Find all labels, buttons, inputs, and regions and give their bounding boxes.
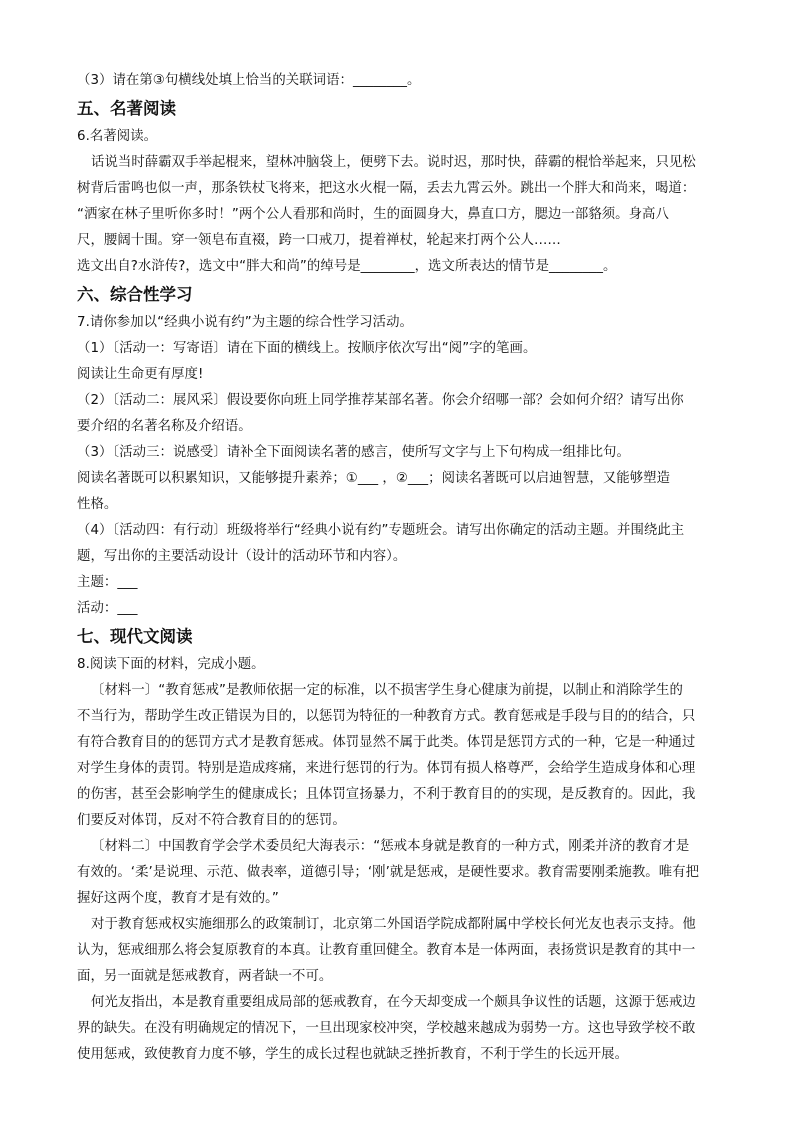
text-line: 握好这两个度，教育才是有效的。” [77, 891, 279, 906]
text-line: （3）〔活动三：说感受〕请补全下面阅读名著的感言，使所写文字与上下句构成一组排比句。 [77, 445, 630, 460]
text-line: 阅读让生命更有厚度! [77, 367, 204, 382]
text-line: 认为，惩戒细那么将会复原教育的本真。让教育重回健全。教育本是一体两面，表扬赏识是教育的其中一 [77, 943, 696, 958]
text-line: 话说当时薛霸双手举起棍来，望林冲脑袋上，便劈下去。说时迟，那时快，薛霸的棍恰举起来，只见松 [91, 155, 696, 170]
text-line: 对学生身体的责罚。特别是造成疼痛，来进行惩罚的行为。体罚有损人格尊严，会给学生造成身体和心理 [77, 761, 696, 776]
text-line: 对于教育惩戒权实施细那么的政策制订，北京第二外国语学院成都附属中学校长何光友也表示支持。他 [91, 917, 696, 932]
text-line: 活动：___ [77, 601, 138, 616]
text-line: 面，另一面就是惩戒教育，两者缺一不可。 [77, 969, 333, 984]
text-line: 选文出自?水浒传?，选文中“胖大和尚”的绰号是________，选文所表达的情节是________。 [77, 259, 617, 274]
section-heading: 七、现代文阅读 [77, 627, 193, 646]
text-line: 7.请你参加以“经典小说有约”为主题的综合性学习活动。 [77, 315, 413, 330]
text-line: 〔材料二〕中国教育学会学术委员纪大海表示：“惩戒本身就是教育的一种方式，刚柔并济的教育才是 [91, 839, 690, 854]
text-line: （2）〔活动二：展风采〕假设要你向班上同学推荐某部名著。你会介绍哪一部？会如何介绍？请写出你 [77, 393, 684, 408]
text-line: 8.阅读下面的材料，完成小题。 [77, 657, 265, 672]
text-line: （3）请在第③句横线处填上恰当的关联词语：________。 [77, 73, 421, 88]
text-line: 界的缺失。在没有明确规定的情况下，一旦出现家校冲突，学校越来越成为弱势一方。这也导致学校不敢 [77, 1021, 696, 1036]
text-line: 们要反对体罚，反对不符合教育目的的惩罚。 [77, 813, 346, 828]
text-line: （4）〔活动四：有行动〕班级将举行“经典小说有约”专题班会。请写出你确定的活动主题。并围绕此主 [77, 523, 685, 538]
text-line: 有符合教育目的的惩罚方式才是教育惩戒。体罚显然不属于此类。体罚是惩罚方式的一种，它是一种通过 [77, 735, 696, 750]
text-line: 的伤害，甚至会影响学生的健康成长；且体罚宣扬暴力，不利于教育目的的实现，是反教育的。因此，我 [77, 787, 696, 802]
text-line: 性格。 [77, 497, 118, 512]
text-line: 6.名著阅读。 [77, 129, 158, 144]
text-line: 主题：___ [77, 575, 138, 590]
document-page [77, 68, 722, 1068]
text-line: “洒家在林子里听你多时！”两个公人看那和尚时，生的面圆身大，鼻直口方，腮边一部貉须。身高八 [77, 207, 669, 222]
text-line: 题，写出你的主要活动设计（设计的活动环节和内容）。 [77, 549, 407, 564]
text-line: （1）〔活动一：写寄语〕请在下面的横线上。按顺序依次写出“阅”字的笔画。 [77, 341, 537, 356]
text-line: 何光友指出，本是教育重要组成局部的惩戒教育，在今天却变成一个颇具争议性的话题，这源于惩戒边 [91, 995, 696, 1010]
text-line: 有效的。‘柔’是说理、示范、做表率，道德引导；‘刚’就是惩戒，是硬性要求。教育需要刚柔施教。唯有把 [77, 865, 700, 880]
text-line: 要介绍的名著名称及介绍语。 [77, 419, 252, 434]
text-line: 〔材料一〕“教育惩戒”是教师依据一定的标准，以不损害学生身心健康为前提，以制止和消除学生的 [91, 683, 683, 698]
section-heading: 六、综合性学习 [77, 285, 193, 304]
text-line: 树背后雷鸣也似一声，那条铁杖飞将来，把这水火棍一隔，丢去九霄云外。跳出一个胖大和尚来，喝道： [77, 181, 696, 196]
section-heading: 五、名著阅读 [77, 99, 176, 118]
text-line: 不当行为，帮助学生改正错误为目的，以惩罚为特征的一种教育方式。教育惩戒是手段与目的的结合，只 [77, 709, 696, 724]
text-line: 尺，腰阔十围。穿一领皂布直裰，跨一口戒刀，提着禅杖，轮起来打两个公人…… [77, 233, 561, 248]
text-line: 阅读名著既可以积累知识，又能够提升素养；①___ ，②___；阅读名著既可以启迪智慧，又能够塑造 [77, 471, 671, 486]
text-line: 使用惩戒，致使教育力度不够，学生的成长过程也就缺乏挫折教育，不利于学生的长远开展。 [77, 1047, 629, 1062]
